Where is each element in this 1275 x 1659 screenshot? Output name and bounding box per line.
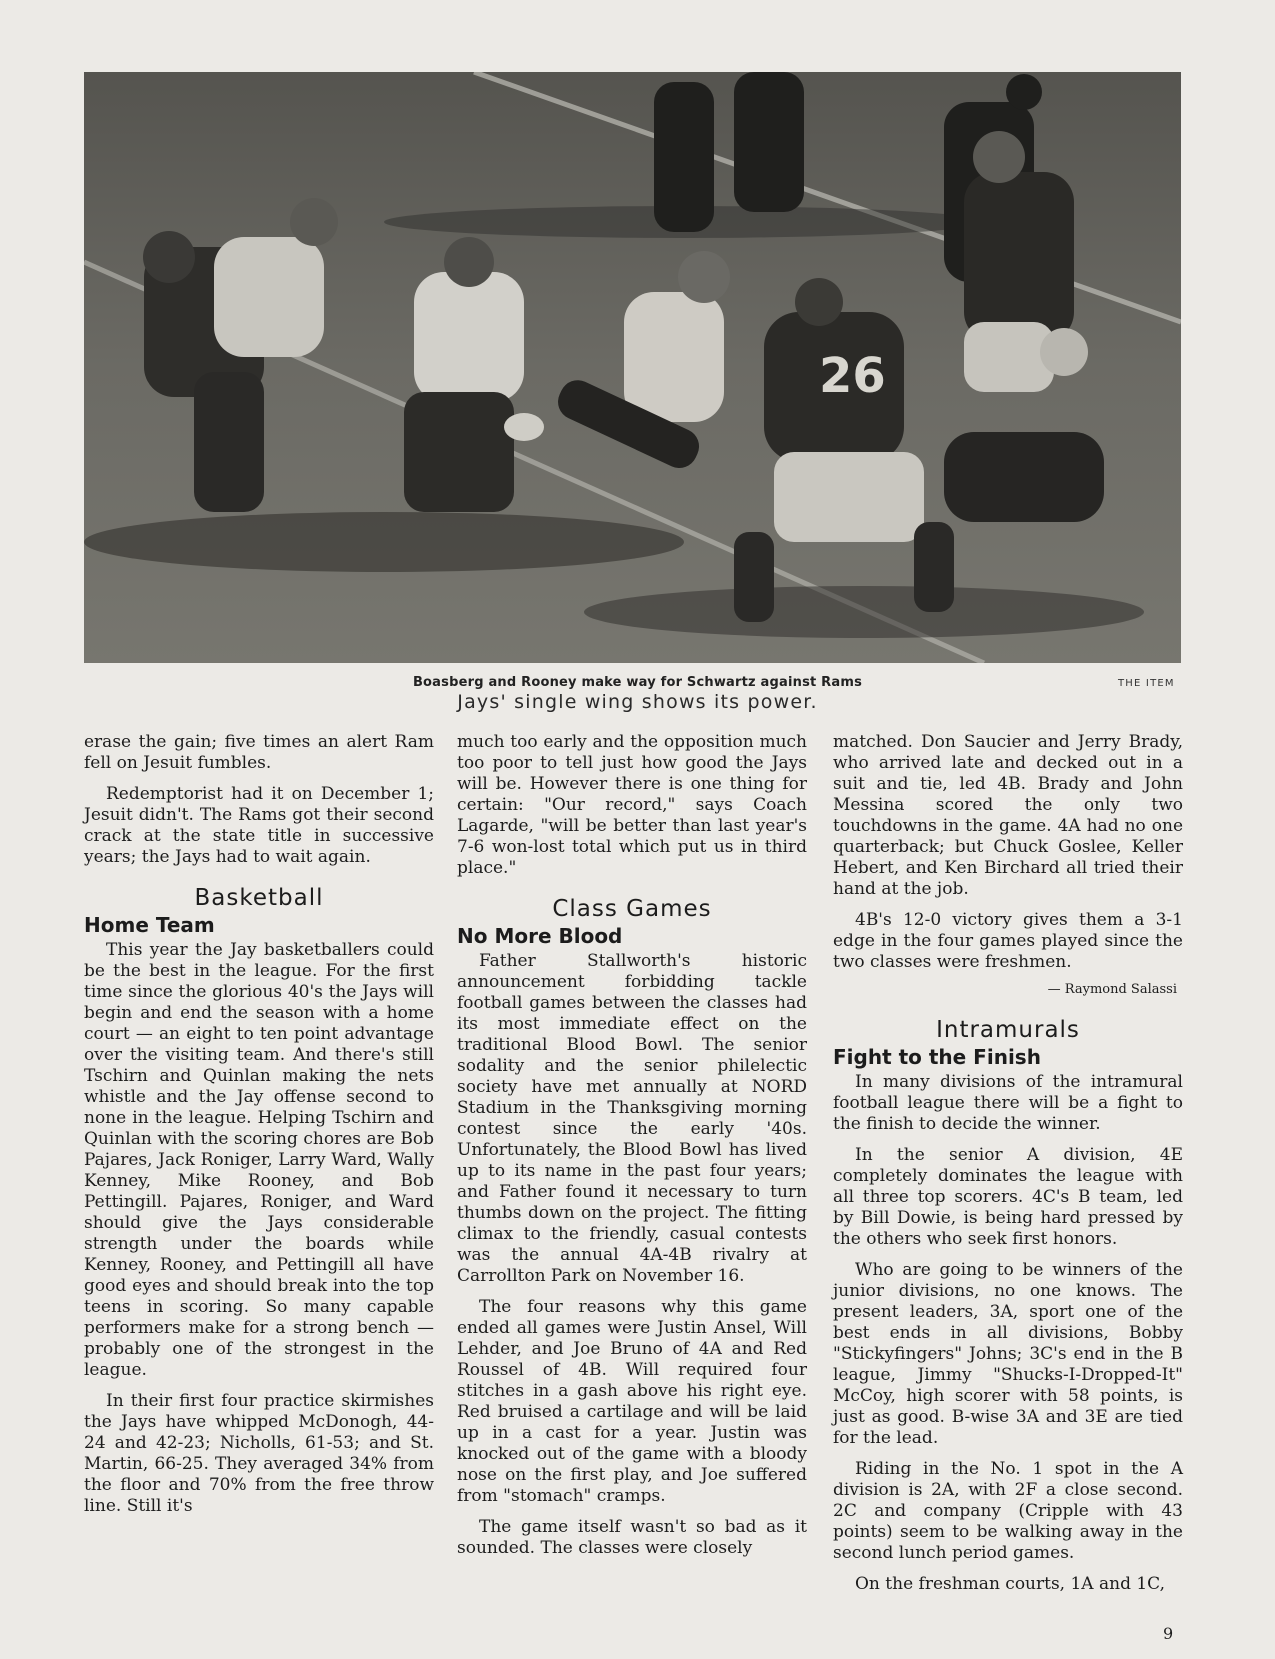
paragraph: Redemptorist had it on December 1; Jesuit didn't. The Rams got their second crack at the state title in successive years; the Jays had to wait again. [84,784,434,867]
paragraph: The game itself wasn't so bad as it sounded. The classes were closely [457,1517,807,1558]
paragraph: The four reasons why this game ended all games were Justin Ansel, Will Lehder, and Joe Bruno of 4A and Red Roussel of 4B. Will required four stitches in a gash above his right eye. Red bruised a cartilage and will be laid up in a cast for a year. Justin was knocked out of the game with a bloody nose on the first play, and Joe suffered from "stomach" cramps. [457,1297,807,1506]
subheading-fight-to-the-finish: Fight to the Finish [833,1045,1041,1069]
paragraph: This year the Jay basketballers could be the best in the league. For the first time since the glorious 40's the Jays will begin and end the season with a home court — an eight to ten point advantage over the visiting team. And there's still Tschirn and Quinlan making the nets whistle and the Jay offense second to none in the league. Helping Tschirn and Quinlan with the scoring chores are Bob Pajares, Jack Roniger, Larry Ward, Wally Kenney, Mike Rooney, and Bob Pettingill. Pajares, Roniger, and Ward should give the Jays considerable strength under the boards while Kenney, Rooney, and Pettingill all have good eyes and should break into the top teens in scoring. So many capable performers make for a strong bench — probably one of the strongest in the league. [84,940,434,1380]
section-heading-class-games: Class Games [552,896,712,922]
svg-text:26: 26 [819,348,886,404]
section-heading-basketball: Basketball [194,885,324,911]
paragraph: In many divisions of the intramural football league there will be a fight to the finish to decide the winner. [833,1072,1183,1134]
football-photo [84,72,1181,663]
paragraph: erase the gain; five times an alert Ram fell on Jesuit fumbles. [84,732,434,773]
paragraph: In the senior A division, 4E completely dominates the league with all three top scorers. 4C's B team, led by Bill Dowie, is being hard pressed by the others who seek first honors. [833,1145,1183,1249]
photo-credit: THE ITEM [1118,678,1175,689]
paragraph: Riding in the No. 1 spot in the A division is 2A, with 2F a close second. 2C and company (Cripple with 43 points) seem to be walking away in the second lunch period games. [833,1459,1183,1563]
subheading-no-more-blood: No More Blood [457,924,623,948]
column-3 [833,732,1183,1605]
photo-caption: Boasberg and Rooney make way for Schwartz against Rams [412,675,863,690]
paragraph: much too early and the opposition much too poor to tell just how good the Jays will be. However there is one thing for certain: "Our record," says Coach Lagarde, "will be better than last year's 7-6 won-lost total which put us in third place." [457,732,807,878]
paragraph: Who are going to be winners of the junior divisions, no one knows. The present leaders, 3A, sport one of the best ends in all divisions, Bobby "Stickyfingers" Johns; 3C's end in the B league, Jimmy "Shucks-I-Dropped-It" McCoy, high scorer with 58 points, is just as good. B-wise 3A and 3E are tied for the lead. [833,1260,1183,1448]
section-heading-intramurals: Intramurals [936,1017,1080,1043]
column-1 [84,732,434,1527]
paragraph: In their first four practice skirmishes the Jays have whipped McDonogh, 44-24 and 42-23; Nicholls, 61-53; and St. Martin, 66-25. They averaged 34% from the floor and 70% from the free throw line. Still it's [84,1391,434,1516]
paragraph: Father Stallworth's historic announcement forbidding tackle football games between the classes had its most immediate effect on the traditional Blood Bowl. The senior sodality and the senior philelectic society have met annually at NORD Stadium in the Thanksgiving morning contest since the early '40s. Unfortunately, the Blood Bowl has lived up to its name in the past four years; and Father found it necessary to turn thumbs down on the project. The fitting climax to the friendly, casual contests was the annual 4A-4B rivalry at Carrollton Park on November 16. [457,951,807,1286]
paragraph: 4B's 12-0 victory gives them a 3-1 edge in the four games played since the two classes were freshmen. [833,910,1183,972]
subheading-home-team: Home Team [84,913,215,937]
football-action-image [84,72,1181,663]
paragraph: matched. Don Saucier and Jerry Brady, who arrived late and decked out in a suit and tie, led 4B. Brady and John Messina scored the only two touchdowns in the game. 4A had no one quarterback; but Chuck Goslee, Keller Hebert, and Ken Birchard all tried their hand at the job. [833,732,1183,899]
column-2 [457,732,807,1569]
page-number: 9 [1163,1624,1174,1643]
author-signature: — Raymond Salassi [1047,982,1177,997]
photo-subcaption: Jays' single wing shows its power. [457,691,818,713]
paragraph: On the freshman courts, 1A and 1C, [855,1574,1165,1594]
